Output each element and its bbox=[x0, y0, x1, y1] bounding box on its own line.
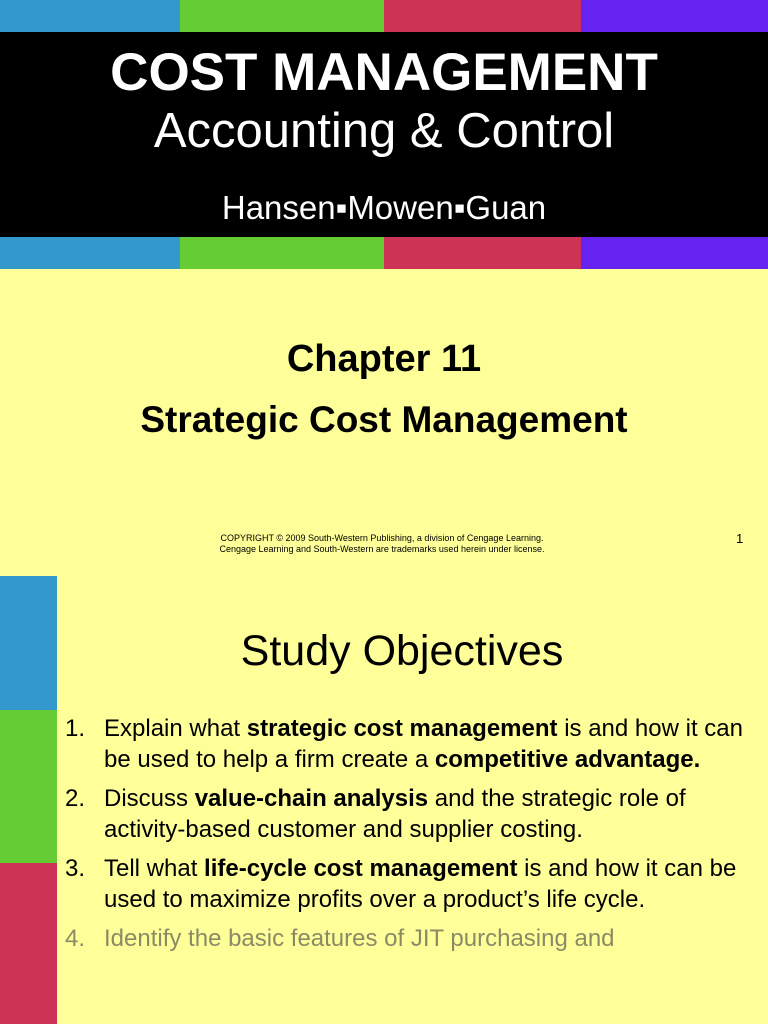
objective-number: 2. bbox=[65, 785, 86, 812]
objective-number: 1. bbox=[65, 715, 86, 742]
color-block-green bbox=[0, 710, 57, 863]
title-band bbox=[0, 32, 768, 237]
color-block-red bbox=[0, 863, 57, 1024]
color-block-blue bbox=[0, 576, 57, 710]
chapter-number: Chapter 11 bbox=[286, 338, 482, 380]
color-block-blue bbox=[0, 237, 180, 269]
book-title: COST MANAGEMENT bbox=[110, 43, 658, 102]
objective-item bbox=[60, 783, 760, 845]
objective-text: Explain what bbox=[104, 715, 247, 742]
copyright-line: Cengage Learning and South-Western are trademarks used herein under license. bbox=[219, 544, 545, 554]
chapter-title: Strategic Cost Management bbox=[140, 399, 628, 440]
objective-item bbox=[60, 853, 760, 915]
objective-item bbox=[60, 713, 760, 775]
objective-key-term: competitive advantage. bbox=[434, 746, 701, 773]
objective-text: is and how it can be used to help a firm create a bbox=[104, 715, 743, 773]
objective-number: 3. bbox=[65, 855, 86, 882]
color-block-red bbox=[384, 237, 581, 269]
objective-text: and the strategic role of activity-based customer and supplier costing. bbox=[104, 785, 686, 843]
color-block-purple bbox=[581, 0, 768, 32]
objective-text: is and how it can be used to maximize profits over a product’s life cycle. bbox=[104, 855, 737, 913]
slide-title: Study Objectives bbox=[240, 627, 564, 675]
objective-text: Identify the basic features of JIT purchasing and bbox=[104, 925, 615, 952]
authors: Hansen▪Mowen▪Guan bbox=[221, 189, 547, 226]
sidebar-color-bar bbox=[0, 576, 57, 1024]
bottom-color-bar bbox=[0, 237, 768, 269]
color-block-green bbox=[180, 0, 384, 32]
objective-key-term: life-cycle cost management bbox=[204, 855, 518, 882]
color-block-green bbox=[180, 237, 384, 269]
copyright-notice bbox=[190, 533, 574, 555]
color-block-red bbox=[384, 0, 581, 32]
objective-text: Tell what bbox=[104, 855, 205, 882]
objective-item bbox=[60, 923, 760, 954]
color-block-purple bbox=[581, 237, 768, 269]
objective-text: Discuss bbox=[104, 785, 195, 812]
copyright-line: COPYRIGHT © 2009 South-Western Publishing, a division of Cengage Learning. bbox=[220, 533, 544, 543]
book-subtitle: Accounting & Control bbox=[153, 104, 615, 158]
objectives-slide bbox=[0, 576, 768, 1024]
top-color-bar bbox=[0, 0, 768, 32]
objective-key-term: strategic cost management bbox=[246, 715, 558, 742]
page-number: 1 bbox=[736, 531, 744, 546]
color-block-blue bbox=[0, 0, 180, 32]
objectives-list bbox=[60, 713, 760, 962]
objective-key-term: value-chain analysis bbox=[194, 785, 429, 812]
objective-number: 4. bbox=[65, 925, 86, 952]
